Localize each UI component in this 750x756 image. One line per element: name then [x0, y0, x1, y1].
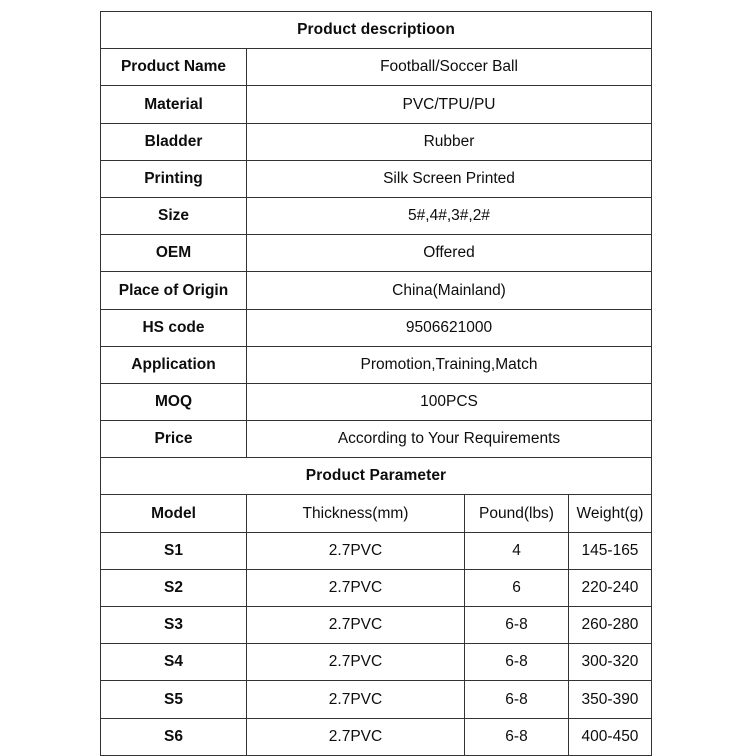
spec-label-material: Material — [101, 86, 247, 123]
spec-value-printing: Silk Screen Printed — [247, 160, 652, 197]
table-row — [101, 160, 652, 197]
spec-label-printing: Printing — [101, 160, 247, 197]
param-model-s4: S4 — [101, 644, 247, 681]
param-pound-s1: 4 — [465, 532, 569, 569]
param-model-s1: S1 — [101, 532, 247, 569]
param-model-s2: S2 — [101, 569, 247, 606]
spec-label-place-of-origin: Place of Origin — [101, 272, 247, 309]
spec-value-bladder: Rubber — [247, 123, 652, 160]
table-row — [101, 644, 652, 681]
param-weight-s6: 400-450 — [569, 718, 652, 755]
param-thickness-s3: 2.7PVC — [247, 607, 465, 644]
table-row — [101, 383, 652, 420]
param-thickness-s6: 2.7PVC — [247, 718, 465, 755]
table-row — [101, 123, 652, 160]
parameter-header-row — [101, 495, 652, 532]
spec-label-price: Price — [101, 421, 247, 458]
table-row — [101, 346, 652, 383]
spec-label-product-name: Product Name — [101, 49, 247, 86]
table-row — [101, 681, 652, 718]
param-thickness-s1: 2.7PVC — [247, 532, 465, 569]
product-spec-table — [100, 11, 652, 756]
spec-label-application: Application — [101, 346, 247, 383]
parameter-title-row — [101, 458, 652, 495]
table-row — [101, 607, 652, 644]
table-row — [101, 532, 652, 569]
param-weight-s1: 145-165 — [569, 532, 652, 569]
table-row — [101, 197, 652, 234]
description-title-row — [101, 12, 652, 49]
table-row — [101, 309, 652, 346]
param-pound-s5: 6-8 — [465, 681, 569, 718]
param-header-weight: Weight(g) — [569, 495, 652, 532]
spec-label-hs-code: HS code — [101, 309, 247, 346]
param-model-s5: S5 — [101, 681, 247, 718]
spec-label-oem: OEM — [101, 235, 247, 272]
spec-value-price: According to Your Requirements — [247, 421, 652, 458]
parameter-title: Product Parameter — [101, 458, 652, 495]
spec-label-bladder: Bladder — [101, 123, 247, 160]
param-pound-s4: 6-8 — [465, 644, 569, 681]
spec-value-hs-code: 9506621000 — [247, 309, 652, 346]
param-weight-s5: 350-390 — [569, 681, 652, 718]
table-row — [101, 272, 652, 309]
spec-label-moq: MOQ — [101, 383, 247, 420]
param-pound-s3: 6-8 — [465, 607, 569, 644]
spec-value-moq: 100PCS — [247, 383, 652, 420]
table-row — [101, 569, 652, 606]
spec-value-material: PVC/TPU/PU — [247, 86, 652, 123]
spec-value-oem: Offered — [247, 235, 652, 272]
description-title: Product descriptioon — [101, 12, 652, 49]
table-row — [101, 235, 652, 272]
spec-label-size: Size — [101, 197, 247, 234]
param-thickness-s5: 2.7PVC — [247, 681, 465, 718]
param-thickness-s4: 2.7PVC — [247, 644, 465, 681]
param-thickness-s2: 2.7PVC — [247, 569, 465, 606]
param-weight-s3: 260-280 — [569, 607, 652, 644]
param-model-s6: S6 — [101, 718, 247, 755]
param-weight-s4: 300-320 — [569, 644, 652, 681]
param-model-s3: S3 — [101, 607, 247, 644]
param-pound-s2: 6 — [465, 569, 569, 606]
param-weight-s2: 220-240 — [569, 569, 652, 606]
table-row — [101, 86, 652, 123]
param-header-thickness: Thickness(mm) — [247, 495, 465, 532]
table-row — [101, 421, 652, 458]
param-header-pound: Pound(lbs) — [465, 495, 569, 532]
spec-value-product-name: Football/Soccer Ball — [247, 49, 652, 86]
spec-value-application: Promotion,Training,Match — [247, 346, 652, 383]
spec-value-size: 5#,4#,3#,2# — [247, 197, 652, 234]
param-pound-s6: 6-8 — [465, 718, 569, 755]
param-header-model: Model — [101, 495, 247, 532]
table-row — [101, 49, 652, 86]
spec-value-place-of-origin: China(Mainland) — [247, 272, 652, 309]
